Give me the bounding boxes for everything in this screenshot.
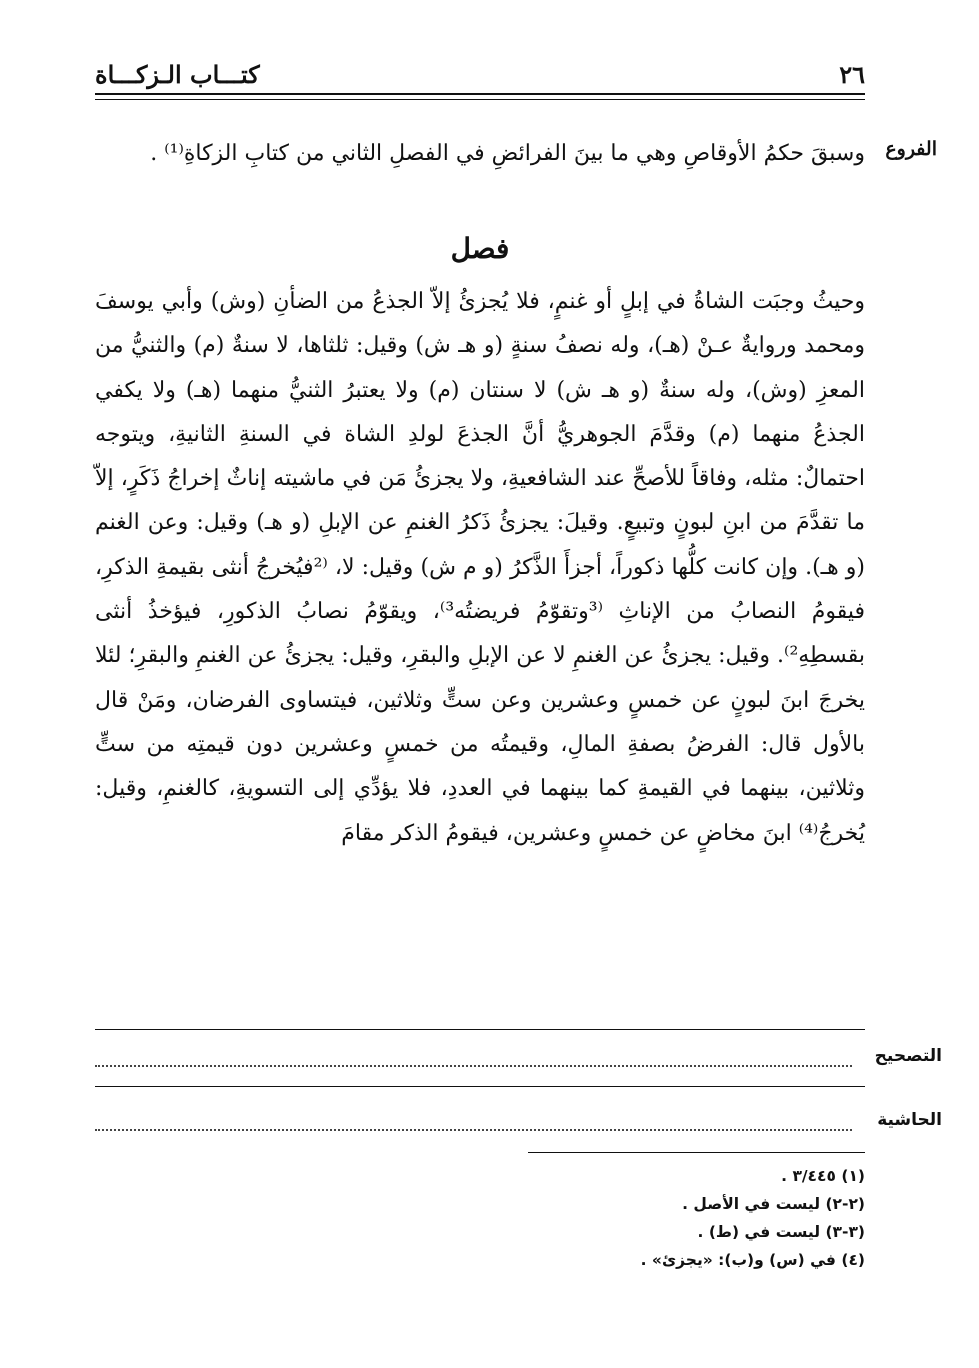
footnote-3: (٣-٣) ليست في (ط) . [697, 1223, 865, 1241]
footnotes [641, 1162, 865, 1274]
header-rule-thin [95, 99, 865, 100]
page-number: ٢٦ [839, 60, 865, 89]
form-separator-rule [95, 1086, 865, 1087]
footnote-rule [528, 1152, 865, 1153]
margin-label: الفروع [885, 138, 937, 160]
footnote-2: (٢-٢) ليست في الأصل . [682, 1195, 865, 1213]
intro-paragraph: وسبقَ حكمُ الأوقاصِ وهي ما بينَ الفرائضِ في الفصلِ الثاني من كتابِ الزكاةِ⁽¹⁾ . [150, 141, 865, 166]
footnote-4: (٤) في (س) و(ب): «يجزئ» . [640, 1251, 865, 1269]
section-heading: فصل [450, 232, 510, 265]
book-title: كتـــاب الـزكـــاة [95, 60, 260, 89]
main-paragraph: وحيثُ وجبَت الشاةُ في إبلٍ أو غنمٍ، فلا يُجزئُ إلاّ الجذعُ من الضأنِ (وش) وأبي يوسفَ ومحمد وروايةٌ عـنْ (هـ)، وله نصفُ سنةٍ (و هـ ش) وقيل: ثلثاها، لا سنةٌ (م) والثنيُّ من المعزِ (وش)، وله سنةٌ (و هـ ش) لا سنتان (م) ولا يعتبرُ الثنيُّ منهما (هـ) ولا يكفي الجذعُ منهما (م) وقدَّمَ الجوهريُّ أنَّ الجذعَ لولدِ الشاة في السنةِ الثانيةِ، ويتوجه احتمالٌ: مثله، وفاقاً للأصحِّ عند الشافعيةِ، ولا يجزئُ مَن في ماشيته إناثٌ إخراجُ ذَكَرٍ، إلاّ ما تقدَّمَ من ابنِ لبونٍ وتبيعٍ. وقيلَ: يجزئُ ذَكرُ الغنمِ عن الإبلِ (و هـ) وقيل: وعن الغنم (و هـ). وإن كانت كلُّها ذكوراً، أجزأَ الذَّكرُ (و م ش) وقيل: لا، ⁽²فيُخرجُ أنثى بقيمةِ الذكرِ، فيقومُ النصابُ من الإناثِ ⁽³وتقوّمُ فريضتُه³⁾، ويقوّمُ نصابُ الذكورِ، فيؤخذُ أنثى بقسطِهِ²⁾. وقيل: يجزئُ عن الغنمِ لا عن الإبلِ والبقرِ، وقيل: يجزئُ عن الغنمِ والبقرِ؛ لئلا يخرجَ ابنَ لبونٍ عن خمسٍ وعشرين وعن ستٍّ وثلاثين، فيتساوى الفرضان، ومَنْ قال بالأول قال: الفرضُ بصفةِ المالِ، وقيمتُه من خمسٍ وعشرين دون قيمتِه من ستٍّ وثلاثين، بينهما في القيمةِ كما بينهما في العددِ، فلا يؤدِّي إلى التسويةِ، كالغنمِ، وقيل: يُخرجُ⁽⁴⁾ ابنَ مخاضٍ عن خمسٍ وعشرين، فيقومُ الذكر مقامَ [95, 289, 865, 846]
gloss-label: الحاشية [877, 1110, 942, 1130]
page-header [95, 60, 865, 88]
footnote-1: (١) ٣/٤٤٥ . [781, 1167, 865, 1185]
correction-dotted-line [95, 1065, 852, 1067]
gloss-dotted-line [95, 1129, 852, 1131]
correction-label: التصحيح [874, 1046, 942, 1066]
text-bottom-rule [95, 1029, 865, 1030]
correction-row [95, 1046, 942, 1072]
gloss-row [95, 1110, 942, 1136]
header-rule-thick [95, 93, 865, 95]
